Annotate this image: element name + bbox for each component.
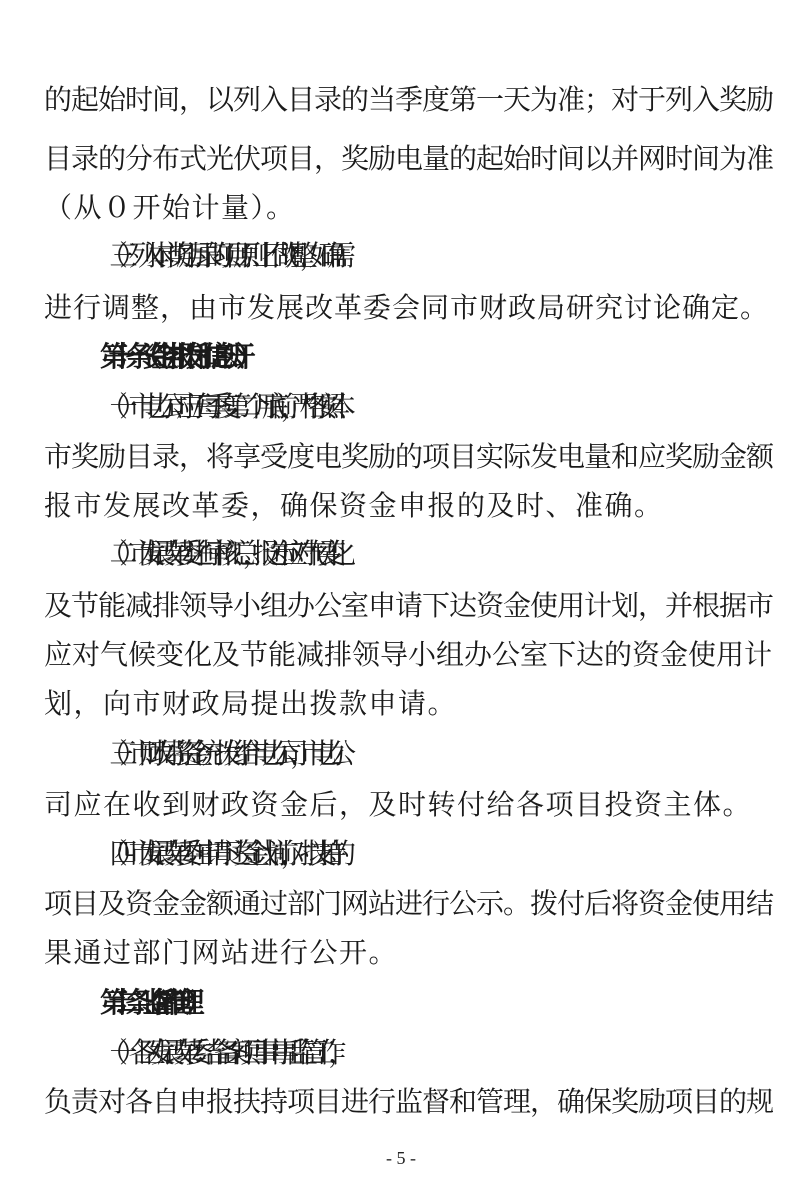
- section-heading-12: 第十二条（监督和管理）: [100, 986, 194, 1019]
- text-line: （从０开始计量）。: [44, 191, 296, 224]
- text-line: （二）市发展改革委进行审核汇总，报送市应对气候变化: [100, 537, 338, 570]
- text-line: （三）列入本市奖励目录的项目原则上不做调整，如确需: [100, 239, 338, 272]
- text-line: 报市发展改革委，确保资金申报的及时、准确。: [44, 489, 664, 522]
- text-line: 进行调整，由市发展改革委会同市财政局研究讨论确定。: [44, 291, 770, 324]
- section-heading-11: 第十一条（资金申报拨付和信息公开）: [100, 340, 245, 373]
- text-line: （一）各区发展改革委结合备案项目事中事后监管工作，: [100, 1036, 338, 1069]
- text-line: （四）市发展改革委在申请下达资金计划前，对拟支持的: [100, 837, 338, 870]
- text-line: 的起始时间，以列入目录的当季度第一天为准；对于列入奖励: [44, 83, 774, 116]
- text-line: 目录的分布式光伏项目，奖励电量的起始时间以并网时间为准: [44, 142, 774, 175]
- text-line: 项目及资金金额通过部门网站进行公示。拨付后将资金使用结: [44, 887, 774, 920]
- text-line: 及节能减排领导小组办公室申请下达资金使用计划，并根据市: [44, 589, 774, 622]
- text-line: 应对气候变化及节能减排领导小组办公室下达的资金使用计: [44, 638, 773, 671]
- text-line: 市奖励目录，将享受度电奖励的项目实际发电量和应奖励金额: [44, 440, 774, 473]
- text-line: 划，向市财政局提出拨款申请。: [44, 687, 458, 720]
- text-line: 负责对各自申报扶持项目进行监督和管理，确保奖励项目的规: [44, 1085, 774, 1118]
- text-line: （三）市财政局将资金统一拨付给市电力公司，市电力公: [100, 737, 338, 770]
- text-line: 司应在收到财政资金后，及时转付给各项目投资主体。: [44, 788, 753, 821]
- page-number: - 5 -: [386, 1148, 416, 1168]
- text-line: 果通过部门网站进行公开。: [44, 936, 399, 969]
- text-line: （一）市电力公司应于每季度第二个月底前，严格按照本: [100, 390, 338, 423]
